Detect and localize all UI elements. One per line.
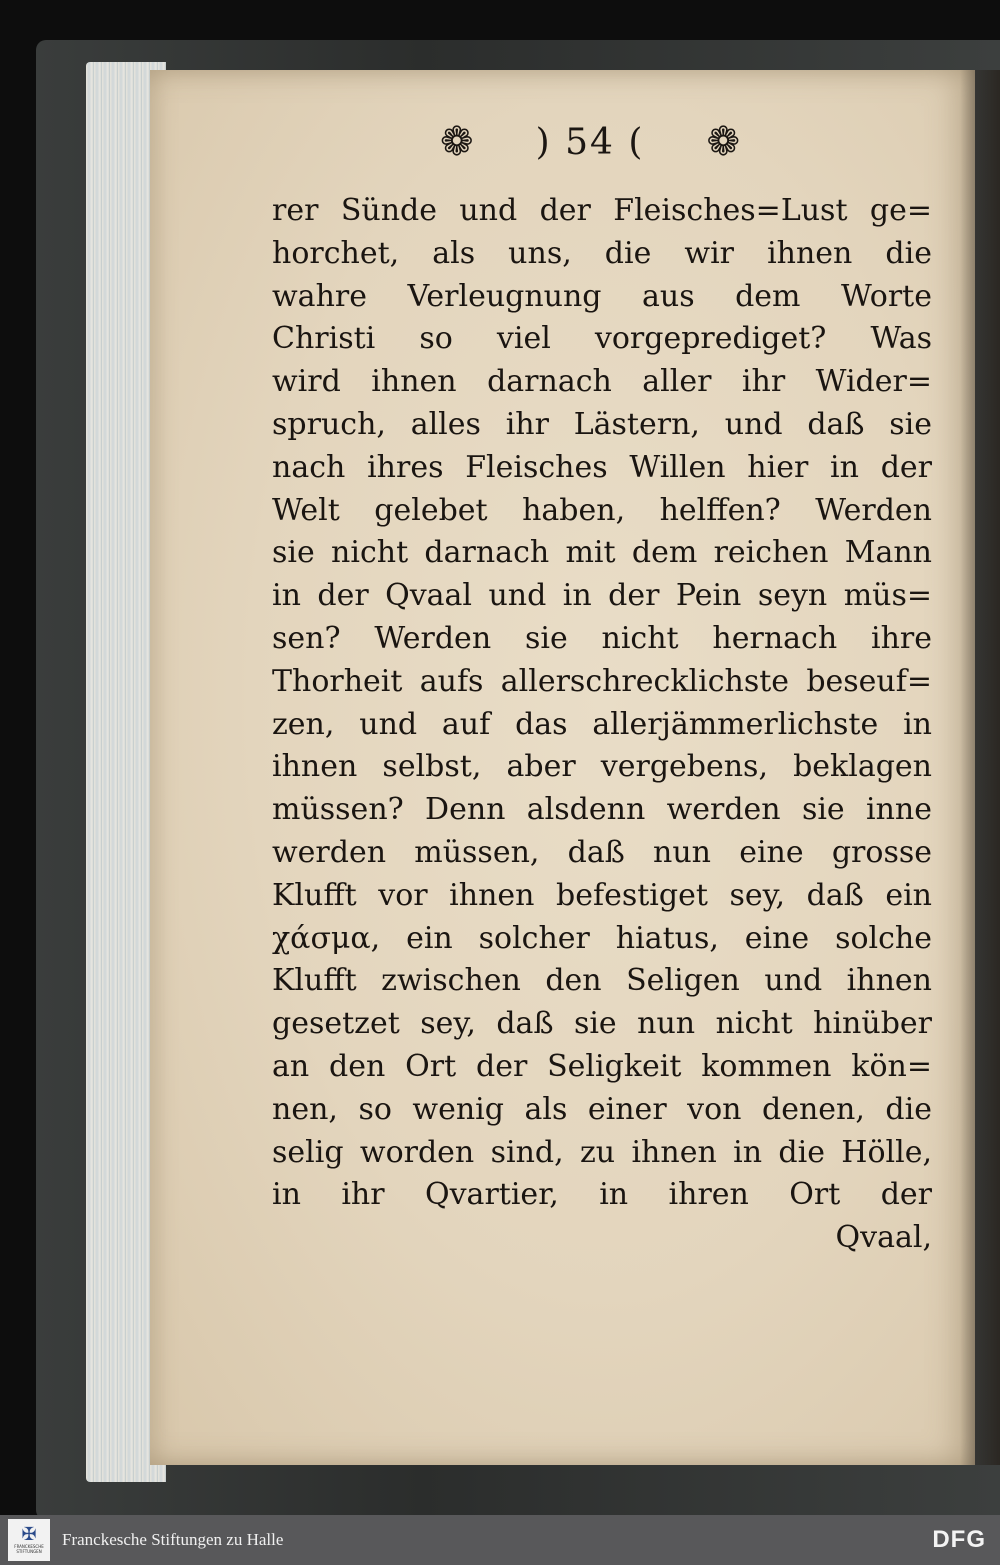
text-line: selig worden sind, zu ihnen in die Hölle, <box>272 1134 932 1170</box>
text-line: gesetzet sey, daß sie nun nicht hinüber <box>272 1006 932 1042</box>
flower-ornament-icon: ❁ <box>440 119 474 165</box>
emblem-icon: ✠ <box>21 1524 37 1545</box>
text-line: sie nicht darnach mit dem reichen Mann <box>272 535 932 571</box>
logo-text: FRANCKESCHE STIFTUNGEN <box>14 1544 44 1554</box>
text-line: Thorheit aufs allerschrecklichste beseuf= <box>272 663 932 699</box>
text-line: Welt gelebet haben, helffen? Werden <box>272 492 932 528</box>
text-line: wird ihnen darnach aller ihr Wider= <box>272 364 932 400</box>
text-line: in ihr Qvartier, in ihren Ort der <box>272 1177 932 1213</box>
catchword: Qvaal, <box>835 1220 932 1256</box>
page-text <box>272 190 932 1260</box>
text-line: müssen? Denn alsdenn werden sie inne <box>272 792 932 828</box>
text-line: werden müssen, daß nun eine grosse <box>272 834 932 870</box>
text-line: Christi so viel vorgeprediget? Was <box>272 321 932 357</box>
text-line: an den Ort der Seligkeit kommen kön= <box>272 1048 932 1084</box>
text-line: horchet, als uns, die wir ihnen die <box>272 235 932 271</box>
text-line: nach ihres Fleisches Willen hier in der <box>272 449 932 485</box>
institution-logo[interactable] <box>8 1519 50 1561</box>
institution-name[interactable]: Franckesche Stiftungen zu Halle <box>62 1530 284 1549</box>
footer-bar <box>0 1515 1000 1565</box>
text-line: sen? Werden sie nicht hernach ihre <box>272 620 932 656</box>
text-line: χάσμα, ein solcher hiatus, eine solche <box>272 920 932 956</box>
text-line: ihnen selbst, aber vergebens, beklagen <box>272 749 932 785</box>
running-head <box>440 112 740 172</box>
text-line: Klufft vor ihnen befestiget sey, daß ein <box>272 877 932 913</box>
page-number: ) 54 ( <box>535 121 645 163</box>
text-line: zen, und auf das allerjämmerlichste in <box>272 706 932 742</box>
flower-ornament-icon: ❁ <box>706 119 740 165</box>
text-line: in der Qvaal und in der Pein seyn müs= <box>272 578 932 614</box>
text-line: Klufft zwischen den Seligen und ihnen <box>272 963 932 999</box>
dfg-logo[interactable]: DFG <box>932 1526 986 1553</box>
text-line: rer Sünde und der Fleisches=Lust ge= <box>272 193 932 228</box>
text-line: nen, so wenig als einer von denen, die <box>272 1091 932 1127</box>
text-line: spruch, alles ihr Lästern, und daß sie <box>272 406 932 442</box>
gutter-shadow <box>960 70 1000 1465</box>
text-line: wahre Verleugnung aus dem Worte <box>272 278 932 314</box>
